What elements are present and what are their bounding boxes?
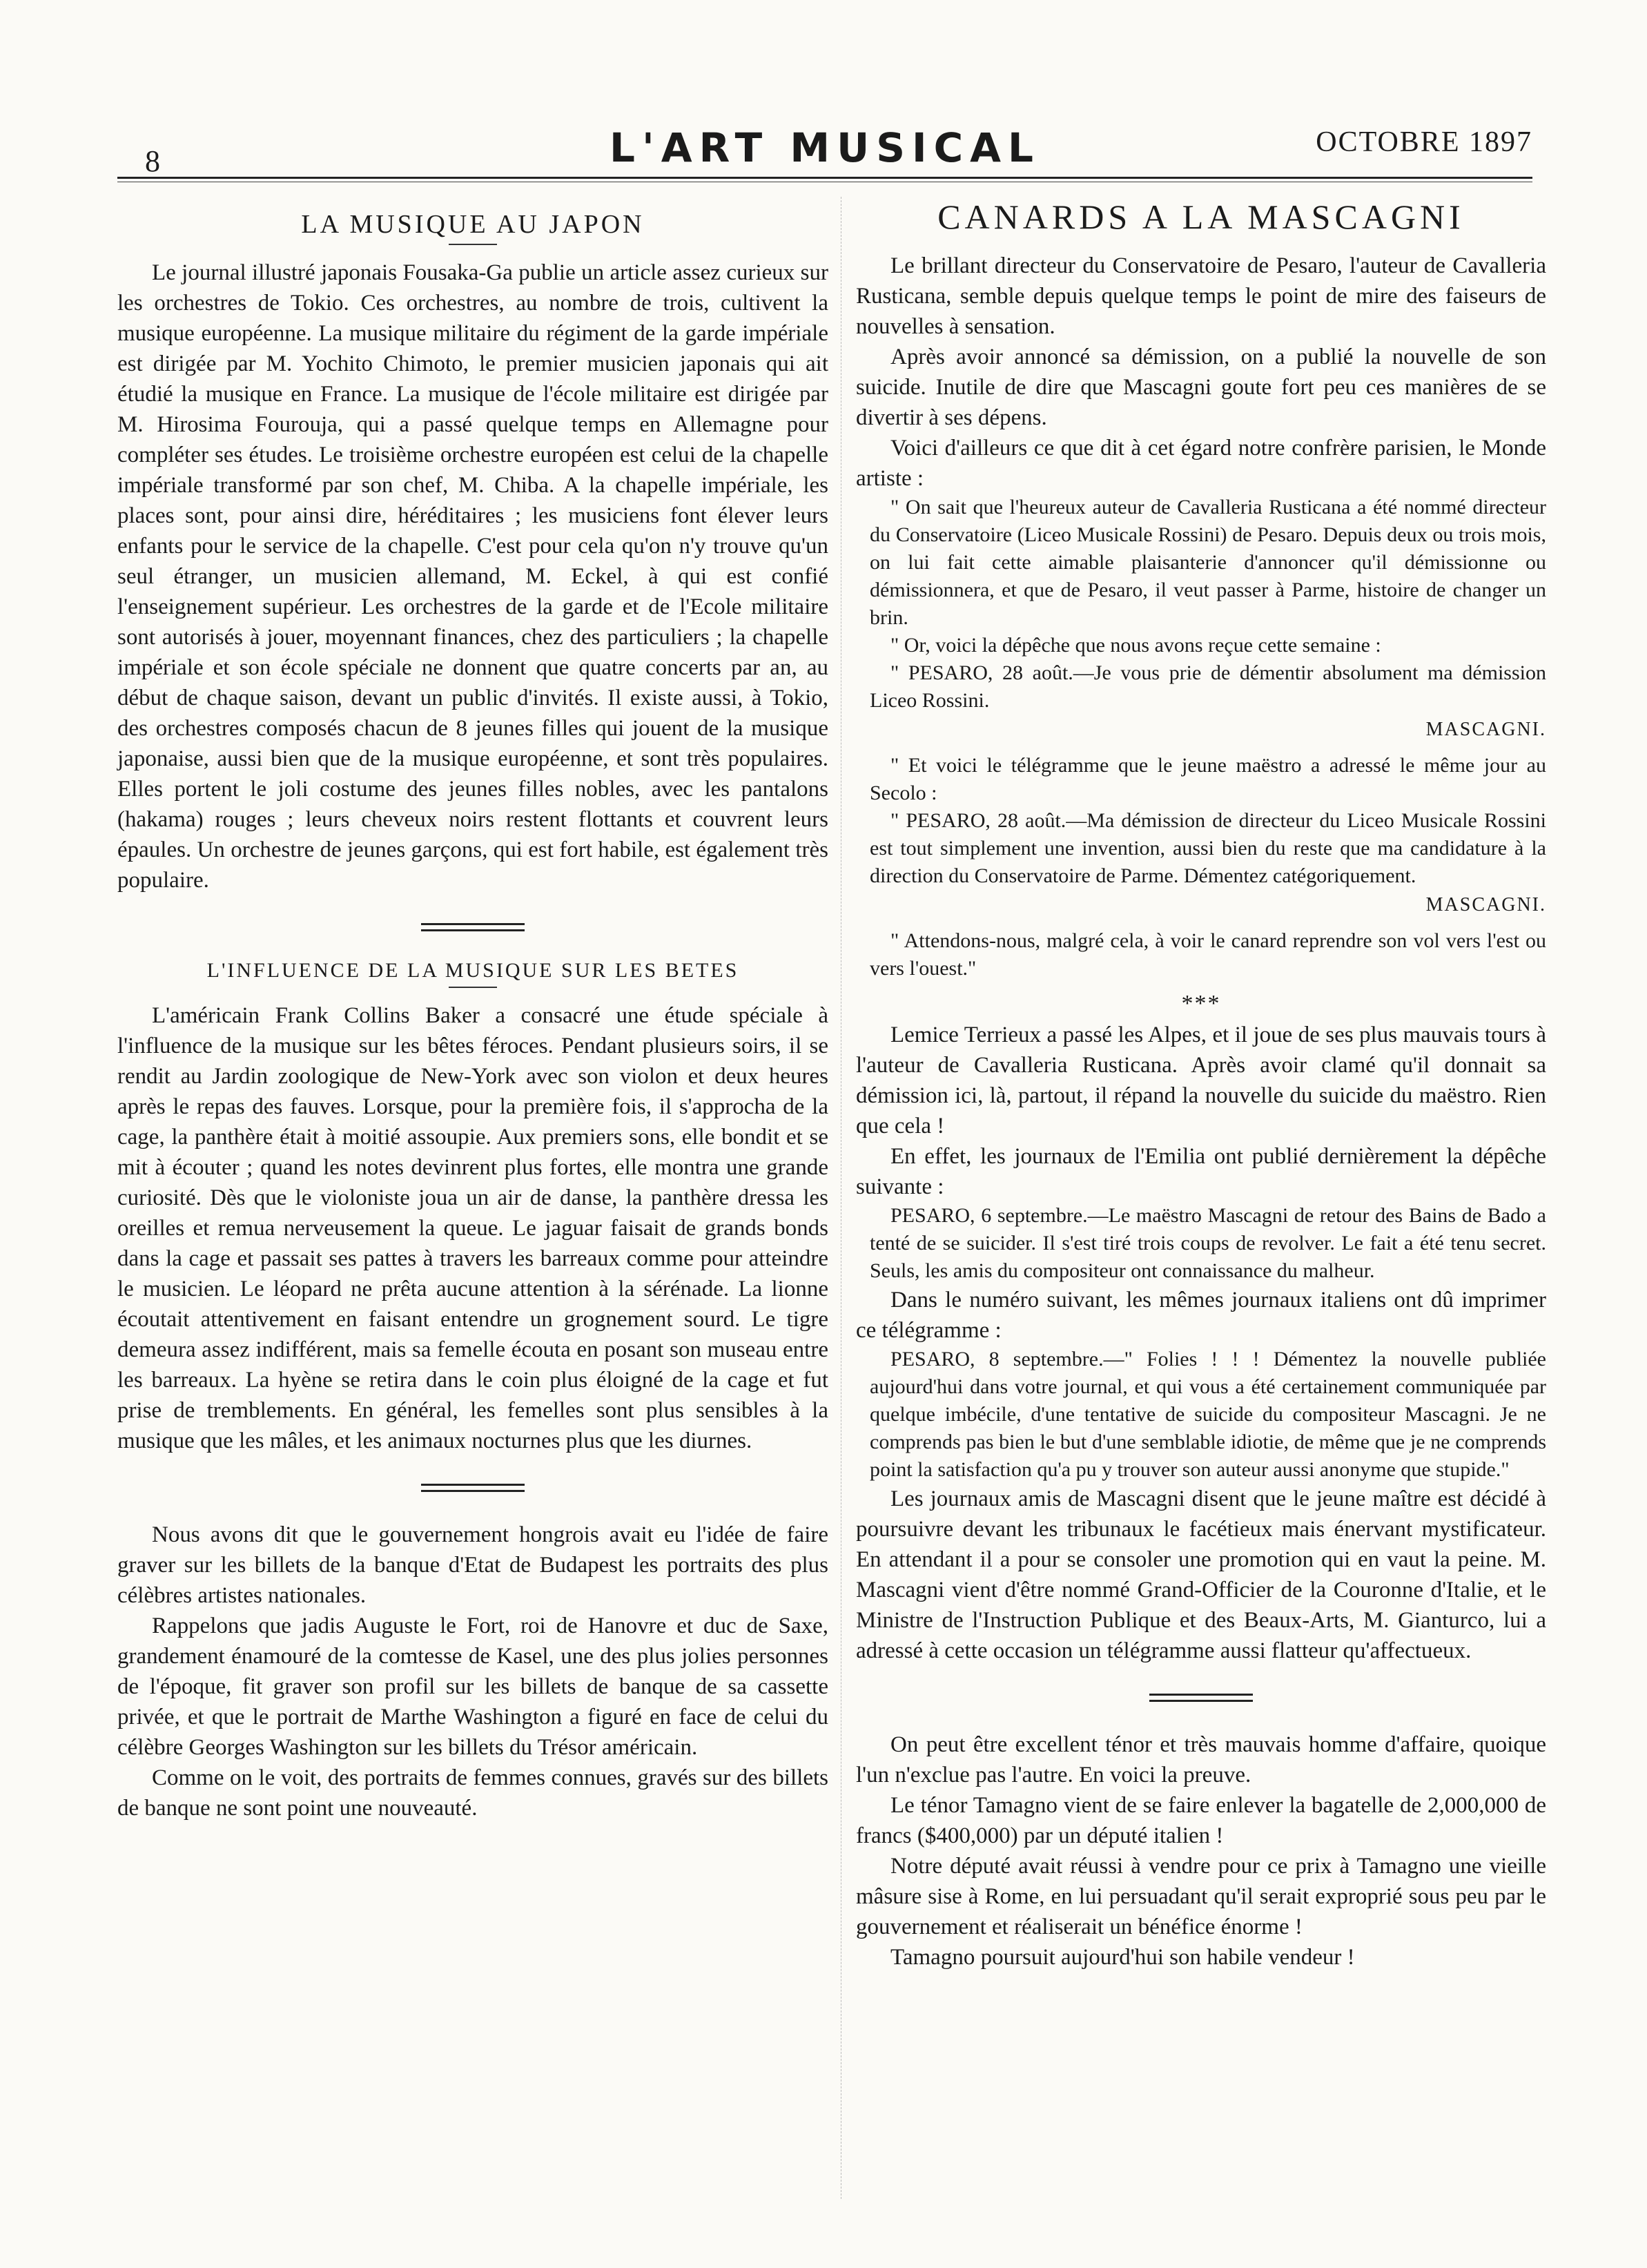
title-rule: [449, 244, 497, 245]
article-paragraph: Le journal illustré japonais Fousaka-Ga publie un article assez curieux sur les orchestres de Tokio. Ces orchestres, au nombre de trois, cultivent la musique européenne. La musique militaire du régiment de la garde impériale est dirigée par M. Yochito Chimoto, le premier musicien japonais qui ait étudié la musique en France. La musique de l'école militaire est dirigée par M. Hirosima Fourouja, qui a passé quelque temps en Allemagne pour compléter ses études. Le troisième orchestre européen est celui de la chapelle impériale transformé par son chef, M. Chiba. A la chapelle impériale, les places sont, pour ainsi dire, héréditaires ; les musiciens font élever leurs enfants pour le service de la chapelle. C'est pour cela qu'on n'y trouve qu'un seul étranger, un musicien allemand, M. Eckel, à qui est confié l'enseignement supérieur. Les orchestres de la garde et de l'Ecole militaire sont autorisés à jouer, moyennant finances, chez des particuliers ; la chapelle impériale et son école spéciale ne donnent que quatre concerts par an, au début de chaque saison, devant un public d'invités. Il existe aussi, à Tokio, des orchestres composés chacun de 8 jeunes filles qui jouent de la musique japonaise, aussi bien que de la musique européenne, et sont très populaires. Elles portent le joli costume des jeunes filles nobles, avec les pantalons (hakama) rouges ; leurs cheveux noirs restent flottants et couvrent leurs épaules. Un orchestre de jeunes garçons, qui est fort habile, est également très populaire.: [117, 260, 828, 893]
article-paragraph: On peut être excellent ténor et très mauvais homme d'affaire, quoique l'un n'exclue pas l'autre. En voici la preuve.: [856, 1732, 1546, 1787]
left-column: [117, 197, 828, 1823]
right-column: [856, 197, 1546, 1973]
signature: MASCAGNI.: [1425, 719, 1546, 740]
telegram: PESARO, 6 septembre.—Le maëstro Mascagni de retour des Bains de Bado a tenté de se suicider. Il s'est tiré trois coups de revolver. Le fait a été tenu secret. Seuls, les amis du compositeur ont connaissance du malheur.: [870, 1204, 1546, 1282]
issue-date: OCTOBRE 1897: [1316, 126, 1532, 158]
masthead: [117, 116, 1532, 178]
article-title: LA MUSIQUE AU JAPON: [301, 210, 645, 239]
paper-title: L'ART MUSICAL: [610, 124, 1040, 171]
article-mascagni: [856, 197, 1546, 1666]
quoted-text: " On sait que l'heureux auteur de Cavalleria Rusticana a été nommé directeur du Conservatoire (Liceo Musicale Rossini) de Pesaro. Depuis deux ou trois mois, on lui fait cette aimable plaisanterie d'annoncer qu'il démissionne ou démissionnera, et que de Pesaro, il veut passer à Parme, histoire de changer un brin.: [870, 496, 1546, 629]
article-paragraph: Les journaux amis de Mascagni disent que le jeune maître est décidé à poursuivre devant les tribunaux le facétieux mais énervant mystificateur. En attendant il a pour se consoler une promotion qui en vaut la peine. M. Mascagni vient d'être nommé Grand-Officier de la Couronne d'Italie, et le Ministre de l'Instruction Publique et des Beaux-Arts, M. Gianturco, lui a adressé à cette occasion un télégramme aussi flatteur qu'affectueux.: [856, 1486, 1546, 1663]
masthead-rule: [117, 177, 1532, 182]
article-billets: [117, 1520, 828, 1823]
article-paragraph: Voici d'ailleurs ce que dit à cet égard notre confrère parisien, le Monde artiste :: [856, 436, 1546, 491]
article-betes: [117, 959, 828, 1456]
article-tamagno: [856, 1729, 1546, 1973]
article-paragraph: Dans le numéro suivant, les mêmes journaux italiens ont dû imprimer ce télégramme :: [856, 1288, 1546, 1343]
quoted-text: " Et voici le télégramme que le jeune maëstro a adressé le même jour au Secolo :: [870, 754, 1546, 804]
article-paragraph: Tamagno poursuit aujourd'hui son habile vendeur !: [890, 1945, 1355, 1970]
article-japon: [117, 209, 828, 895]
telegram: " PESARO, 28 août.—Ma démission de directeur du Liceo Musicale Rossini est tout simplement une invention, aussi bien du reste que ma candidature à la direction du Conservatoire de Parme. Démentez catégoriquement.: [870, 809, 1546, 887]
telegram: PESARO, 8 septembre.—" Folies ! ! ! Démentez la nouvelle publiée aujourd'hui dans votre journal, et qui vous a été certainement communiquée par quelque imbécile, d'une tentative de suicide du compositeur Mascagni. Je ne comprends pas bien le but d'une semblable idiotie, de même que je ne comprends point la satisfaction qu'a pu y trouver son auteur aussi anonyme que stupide.": [870, 1348, 1546, 1481]
section-separator: [1149, 1694, 1253, 1702]
article-paragraph: Le brillant directeur du Conservatoire de Pesaro, l'auteur de Cavalleria Rusticana, semble depuis quelque temps le point de mire des faiseurs de nouvelles à sensation.: [856, 253, 1546, 339]
article-paragraph: Comme on le voit, des portraits de femmes connues, gravés sur des billets de banque ne sont point une nouveauté.: [117, 1765, 828, 1821]
quoted-text: " Or, voici la dépêche que nous avons reçue cette semaine :: [890, 634, 1381, 657]
article-paragraph: Nous avons dit que le gouvernement hongrois avait eu l'idée de faire graver sur les billets de la banque d'Etat de Budapest les portraits des plus célèbres artistes nationales.: [117, 1522, 828, 1608]
title-rule: [449, 987, 497, 988]
article-paragraph: En effet, les journaux de l'Emilia ont publié dernièrement la dépêche suivante :: [856, 1144, 1546, 1199]
article-title: CANARDS A LA MASCAGNI: [937, 197, 1465, 236]
telegram: " PESARO, 28 août.—Je vous prie de démentir absolument ma démission Liceo Rossini.: [870, 661, 1546, 712]
article-paragraph: Après avoir annoncé sa démission, on a publié la nouvelle de son suicide. Inutile de dire que Mascagni goute fort peu ces manières de se divertir à ses dépens.: [856, 345, 1546, 430]
asterism: ***: [1181, 991, 1221, 1016]
quoted-text: " Attendons-nous, malgré cela, à voir le canard reprendre son vol vers l'est ou vers l'ouest.": [870, 929, 1546, 980]
section-separator: [421, 1484, 525, 1492]
article-title: L'INFLUENCE DE LA MUSIQUE SUR LES BETES: [206, 959, 739, 982]
signature: MASCAGNI.: [1425, 894, 1546, 915]
article-paragraph: Lemice Terrieux a passé les Alpes, et il joue de ses plus mauvais tours à l'auteur de Cavalleria Rusticana. Après avoir clamé qu'il donnait sa démission ici, là, partout, il répand la nouvelle du suicide du maëstro. Rien que cela !: [856, 1022, 1546, 1138]
section-separator: [421, 923, 525, 931]
article-paragraph: Notre député avait réussi à vendre pour ce prix à Tamagno une vieille mâsure sise à Rome, en lui persuadant qu'il serait exproprié sous peu par le gouvernement et réaliserait un bénéfice énorme !: [856, 1854, 1546, 1939]
article-paragraph: L'américain Frank Collins Baker a consacré une étude spéciale à l'influence de la musique sur les bêtes féroces. Pendant plusieurs soirs, il se rendit au Jardin zoologique de New-York avec son violon et deux heures après le repas des fauves. Lorsque, pour la première fois, il s'approcha de la cage, la panthère était à moitié assoupie. Aux premiers sons, elle bondit et se mit à écouter ; quand les notes devinrent plus fortes, elle montra une grande curiosité. Dès que le violoniste joua un air de danse, la panthère dressa les oreilles et remua nerveusement la queue. Le jaguar faisait de grands bonds dans la cage et passait ses pattes à travers les barreaux comme pour atteindre le musicien. Le léopard ne prêta aucune attention à la sérénade. La lionne écoutait attentivement en faisant entendre un grognement sourd. Le tigre demeura assez indifférent, mais sa femelle écouta en posant son museau entre les barreaux. La hyène se retira dans le coin plus éloigné de la cage et fut prise de tremblements. En général, les femelles sont plus sensibles à la musique que les mâles, et les animaux nocturnes plus que les diurnes.: [117, 1003, 828, 1453]
page-number: 8: [145, 144, 160, 178]
article-paragraph: Le ténor Tamagno vient de se faire enlever la bagatelle de 2,000,000 de francs ($400,000) par un député italien !: [856, 1793, 1546, 1848]
article-paragraph: Rappelons que jadis Auguste le Fort, roi de Hanovre et duc de Saxe, grandement énamouré de la comtesse de Kasel, une des plus jolies personnes de l'époque, fit graver son profil sur les billets de banque de sa cassette privée, et que le portrait de Marthe Washington a figuré en face de celui du célèbre Georges Washington sur les billets du Trésor américain.: [117, 1613, 828, 1760]
